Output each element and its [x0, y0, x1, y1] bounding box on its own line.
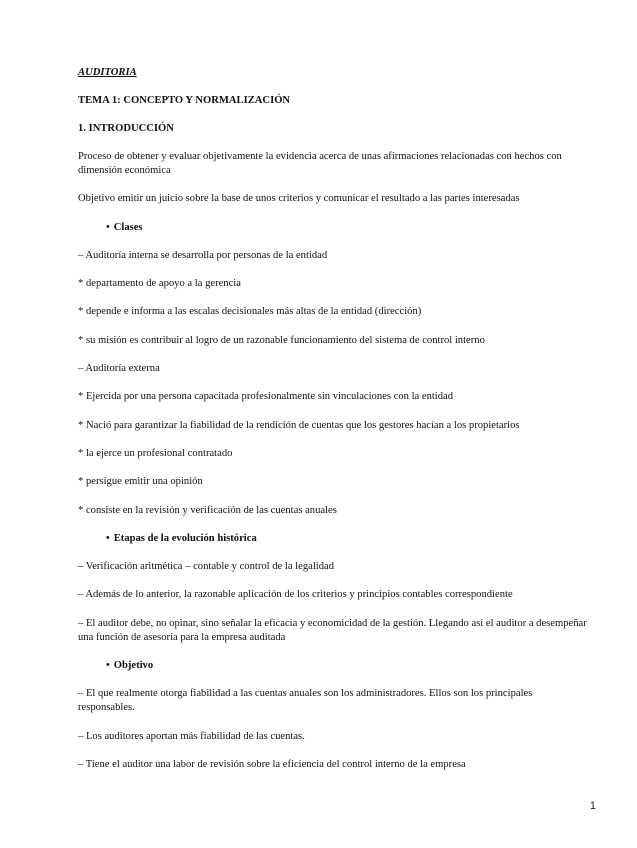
clases-line: – Auditoría externa	[78, 363, 160, 375]
etapas-line: – Además de lo anterior, la razonable aplicación de los criterios y principios contables correspondiente	[78, 589, 513, 601]
topic-heading: TEMA 1: CONCEPTO Y NORMALIZACIÓN	[78, 95, 291, 106]
bullet-icon: •	[106, 221, 110, 233]
document-title: AUDITORIA	[78, 67, 137, 78]
clases-line: * consiste en la revisión y verificación de las cuentas anuales	[78, 504, 337, 516]
paragraph-objective: Objetivo emitir un juicio sobre la base de unos criterios y comunicar el resultado a las partes interesadas	[78, 193, 520, 205]
objetivo-heading-label: Objetivo	[113, 660, 154, 672]
clases-line: * depende e informa a las escalas decisionales más altas de la entidad (dirección)	[78, 306, 422, 318]
clases-line: * la ejerce un profesional contratado	[78, 447, 233, 459]
etapas-heading-label: Etapas de la evolución histórica	[113, 532, 257, 544]
clases-line: * Ejercida por una persona capacitada profesionalmente sin vinculaciones con la entidad	[78, 391, 454, 403]
clases-line: * su misión es contribuir al logro de un razonable funcionamiento del sistema de control interno	[78, 334, 485, 346]
etapas-line: – El auditor debe, no opinar, sino señalar la eficacia y economicidad de la gestión. Llegando así el auditor a desempeñar una función de asesoría para la empresa auditada	[78, 617, 587, 643]
bullet-icon: •	[106, 532, 110, 544]
clases-heading	[78, 221, 590, 235]
clases-heading-label: Clases	[113, 221, 143, 233]
etapas-heading	[78, 532, 590, 546]
bullet-icon: •	[106, 660, 110, 672]
clases-line: * Nació para garantizar la fiabilidad de la rendición de cuentas que los gestores hacían a los propietarios	[78, 419, 520, 431]
document-page	[78, 66, 590, 786]
paragraph-definition: Proceso de obtener y evaluar objetivamente la evidencia acerca de unas afirmaciones relacionadas con hechos con dimensión económica	[78, 151, 562, 176]
objetivo-line: – Los auditores aportan más fiabilidad de las cuentas.	[78, 730, 305, 742]
objetivo-line: – El que realmente otorga fiabilidad a las cuentas anuales son los administradores. Ellos son los principales responsables.	[78, 688, 533, 714]
etapas-line: – Verificación aritmética – contable y control de la legalidad	[78, 561, 335, 573]
objetivo-line: – Tiene el auditor una labor de revisión sobre la eficiencia del control interno de la empresa	[78, 758, 466, 770]
objetivo-heading	[78, 659, 590, 673]
clases-line: – Auditoría interna se desarrolla por personas de la entidad	[78, 249, 328, 261]
section-heading: 1. INTRODUCCIÓN	[78, 123, 174, 134]
clases-line: * departamento de apoyo a la gerencia	[78, 278, 241, 290]
page-number: 1	[589, 800, 596, 812]
clases-line: * persigue emitir una opinión	[78, 476, 203, 488]
